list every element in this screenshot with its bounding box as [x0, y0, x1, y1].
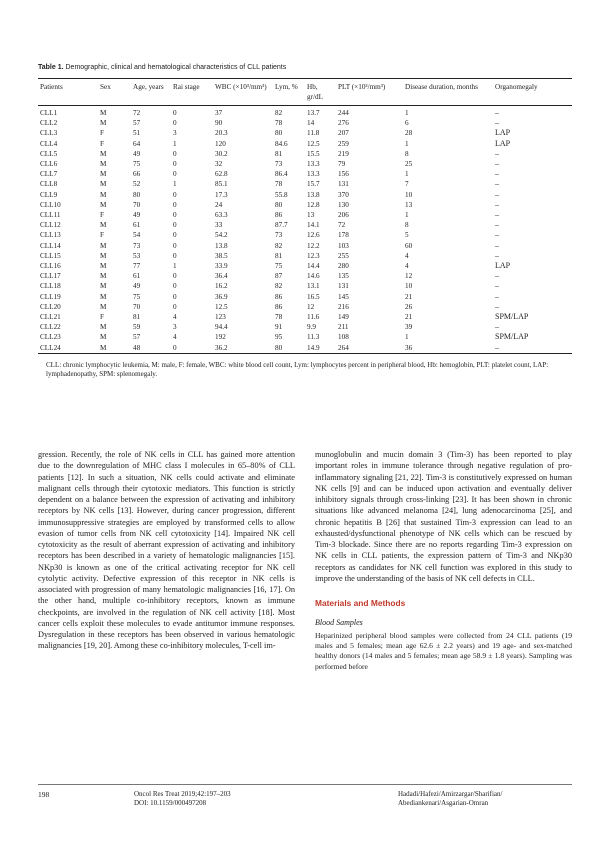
table-cell: CLL12 [40, 221, 61, 230]
table-cell: 12.8 [307, 200, 320, 209]
table-cell: 3 [173, 323, 177, 332]
table-cell: SPM/LAP [495, 332, 529, 342]
right-column [315, 449, 572, 672]
table-cell: CLL24 [40, 343, 61, 352]
table-cell: 59 [133, 323, 141, 332]
table-cell: – [495, 271, 499, 281]
table-row [38, 139, 572, 149]
table-cell: 1 [173, 262, 177, 271]
table-cell: 1 [405, 109, 409, 117]
table-cell: F [100, 129, 104, 138]
table-cell: M [100, 241, 107, 250]
table-cell: 8 [405, 149, 409, 158]
table-cell: 55.8 [275, 190, 288, 199]
table-cell: 75 [133, 160, 141, 169]
table-cell: F [100, 313, 104, 322]
table-cell: 60 [405, 241, 413, 250]
table-cell: 13 [405, 200, 413, 209]
table-cell: 14 [307, 119, 315, 128]
table-row [38, 241, 572, 251]
table-cell: 13.7 [307, 109, 320, 117]
footer-rule [38, 784, 572, 785]
table-cell: 17.3 [215, 190, 228, 199]
table-cell: 54.2 [215, 231, 228, 240]
table-cell: 13.8 [215, 241, 228, 250]
table-cell: CLL11 [40, 211, 61, 220]
table-cell: 12.6 [307, 231, 320, 240]
table-cell: 206 [338, 211, 349, 220]
table-cell: 0 [173, 292, 177, 301]
table-cell: 1 [173, 180, 177, 189]
table-row [38, 332, 572, 342]
table-cell: 82 [275, 241, 283, 250]
table-cell: 25 [405, 160, 413, 169]
table-row [38, 312, 572, 322]
table-cell: 3 [173, 129, 177, 138]
table-cell: 216 [338, 302, 349, 311]
table-cell: 49 [133, 211, 141, 220]
table-header-row [38, 79, 572, 106]
table-cell: 37 [215, 109, 223, 117]
table-cell: 36 [405, 343, 413, 352]
table-cell: 14.6 [307, 272, 320, 281]
table-cell: 36.2 [215, 343, 228, 352]
table-cell: 49 [133, 282, 141, 291]
table-cell: – [495, 179, 499, 189]
table-cell: CLL15 [40, 251, 61, 260]
table-cell: LAP [495, 128, 511, 138]
table-cell: 120 [215, 139, 226, 148]
table-cell: – [495, 250, 499, 260]
table-cell: 81 [275, 251, 283, 260]
table-cell: 70 [133, 302, 141, 311]
table-cell: 72 [133, 109, 141, 117]
column-header: Age, years [133, 83, 164, 91]
table-cell: 11.6 [307, 313, 320, 322]
table-cell: CLL19 [40, 292, 61, 301]
table-cell: 86 [275, 292, 283, 301]
table-row [38, 220, 572, 230]
table-row [38, 128, 572, 138]
table-cell: – [495, 240, 499, 250]
table-cell: 13.3 [307, 170, 320, 179]
table-cell: 80 [275, 200, 283, 209]
intro-paragraph-right: munoglobulin and mucin domain 3 (Tim-3) has been reported to play important roles in immune tolerance through negative regulation of pro-inflammatory signaling [21, 22]. Tim-3 is constitutively expressed on human NK cells [9] and can be induced upon activation and eventually deliver inhibitory signals through cross-linking [23]. It has been shown in chronic situations like advanced melanoma [24], lung adenocarcinoma [25], and chronic hepatitis B [26] that sustained Tim-3 expression can lead to an exhausted/dysfunctional phenotype of NK cells which can be rescued by Tim-3 blockade. Since there are no reports regarding Tim-3 expression on NK cells in CLL patients, the expression pattern of Tim-3 and NKp30 receptors as candidates for NK cell function was explored in this study to improve the understanding of the basis of NK cell defects in CLL. [315, 450, 572, 583]
table-cell: 0 [173, 109, 177, 117]
table-cell: 52 [133, 180, 141, 189]
column-header: Hb, gr/dL [307, 83, 323, 101]
column-header: Organomegaly [495, 83, 538, 91]
table-cell: CLL13 [40, 231, 61, 240]
table-cell: 7 [405, 180, 409, 189]
table-cell: SPM/LAP [495, 312, 529, 322]
table-cell: 38.5 [215, 251, 228, 260]
table-cell: 4 [173, 333, 177, 342]
table-cell: 53 [133, 251, 141, 260]
table-cell: M [100, 119, 107, 128]
table-cell: 1 [405, 139, 409, 148]
table-cell: M [100, 190, 107, 199]
table-cell: 86.4 [275, 170, 288, 179]
table-cell: 0 [173, 251, 177, 260]
table-cell: 14.9 [307, 343, 320, 352]
table-cell: M [100, 323, 107, 332]
table-cell: CLL5 [40, 149, 58, 158]
table-cell: M [100, 221, 107, 230]
table-cell: 28 [405, 129, 413, 138]
table-cell: 80 [275, 343, 283, 352]
table-cell: – [495, 230, 499, 240]
table-cell: 15.5 [307, 149, 320, 158]
table-cell: 82 [275, 282, 283, 291]
table-cell: 0 [173, 211, 177, 220]
table-cell: CLL20 [40, 302, 61, 311]
table-cell: CLL23 [40, 333, 61, 342]
table-row [38, 302, 572, 312]
table-cell: 10 [405, 190, 413, 199]
table-cell: 16.5 [307, 292, 320, 301]
table-cell: 36.4 [215, 272, 228, 281]
methods-paragraph: Heparinized peripheral blood samples were collected from 24 CLL patients (19 males and 5 females; mean age 62.6 ± 2.2 years) and 19 age- and sex-matched healthy donors (14 males and 5 females; mean age 58.9 ± 1.8 years). Sampling was performed before [315, 630, 572, 671]
table-cell: 178 [338, 231, 349, 240]
table-cell: 82 [275, 109, 283, 117]
table-cell: 95 [275, 333, 283, 342]
table-cell: 85.1 [215, 180, 228, 189]
table-cell: 73 [275, 160, 283, 169]
table-cell: 108 [338, 333, 349, 342]
table-cell: 8 [405, 221, 409, 230]
authors-line-1: Hadadi/Hafezi/Amirzargar/Sharifian/ [398, 790, 503, 798]
table-cell: M [100, 302, 107, 311]
table-cell: 57 [133, 333, 141, 342]
table-cell: 70 [133, 200, 141, 209]
column-header: Sex [100, 83, 111, 91]
table-cell: 77 [133, 262, 141, 271]
table-cell: M [100, 343, 107, 352]
table-cell: 6 [405, 119, 409, 128]
table-cell: 0 [173, 231, 177, 240]
table-cell: – [495, 159, 499, 169]
column-header: Rai stage [173, 83, 200, 91]
table-cell: 259 [338, 139, 349, 148]
table-cell: 4 [173, 313, 177, 322]
table-cell: 51 [133, 129, 141, 138]
table-cell: 87 [275, 272, 283, 281]
table-cell: – [495, 118, 499, 128]
table-cell: CLL16 [40, 262, 61, 271]
table-caption [38, 64, 572, 71]
table-cell: 0 [173, 221, 177, 230]
table-cell: 86 [275, 211, 283, 220]
left-column [38, 449, 295, 652]
table-cell: 9.9 [307, 323, 316, 332]
table-cell: CLL6 [40, 160, 58, 169]
table-cell: 26 [405, 302, 413, 311]
table-cell: 1 [405, 333, 409, 342]
table-cell: 20.3 [215, 129, 228, 138]
table-cell: 15.7 [307, 180, 320, 189]
page-footer [38, 784, 572, 807]
table-cell: CLL21 [40, 313, 61, 322]
table-cell: CLL14 [40, 241, 61, 250]
table-cell: 156 [338, 170, 349, 179]
table-row [38, 179, 572, 189]
table-row [38, 159, 572, 169]
table-cell: 81 [275, 149, 283, 158]
table-cell: 24 [215, 200, 223, 209]
table-cell: CLL22 [40, 323, 61, 332]
table-cell: 57 [133, 119, 141, 128]
table-cell: 39 [405, 323, 413, 332]
table-cell: 12.5 [307, 139, 320, 148]
table-cell: 21 [405, 313, 413, 322]
table-cell: 80 [133, 190, 141, 199]
table-cell: CLL7 [40, 170, 58, 179]
table-cell: 32 [215, 160, 223, 169]
table-cell: 123 [215, 313, 226, 322]
table-1 [38, 64, 572, 380]
table-cell: 130 [338, 200, 349, 209]
table-row [38, 169, 572, 179]
table-cell: 0 [173, 170, 177, 179]
table-cell: – [495, 108, 499, 117]
table-row [38, 261, 572, 271]
table-cell: 21 [405, 292, 413, 301]
table-cell: 54 [133, 231, 141, 240]
table-cell: F [100, 139, 104, 148]
table-cell: 13.8 [307, 190, 320, 199]
table-row [38, 251, 572, 261]
table-row [38, 210, 572, 220]
table-cell: M [100, 170, 107, 179]
table-cell: – [495, 291, 499, 301]
table-cell: 219 [338, 149, 349, 158]
table-cell: 30.2 [215, 149, 228, 158]
table-cell: 255 [338, 251, 349, 260]
table-cell: 91 [275, 323, 283, 332]
table-cell: 78 [275, 313, 283, 322]
doi-line: DOI: 10.1159/000497208 [134, 799, 207, 807]
table-cell: CLL3 [40, 129, 58, 138]
section-heading: Materials and Methods [315, 598, 406, 608]
journal-line: Oncol Res Treat 2019;42:197–203 [134, 790, 231, 798]
table-cell: 280 [338, 262, 349, 271]
table-cell: 135 [338, 272, 349, 281]
table-cell: – [495, 210, 499, 220]
table-cell: 192 [215, 333, 226, 342]
table-cell: 64 [133, 139, 141, 148]
page-number: 198 [38, 790, 50, 799]
table-cell: – [495, 169, 499, 179]
table-cell: 12 [405, 272, 413, 281]
table-cell: – [495, 322, 499, 332]
table-cell: 276 [338, 119, 349, 128]
table-cell: 36.9 [215, 292, 228, 301]
table-cell: 63.3 [215, 211, 228, 220]
table-cell: M [100, 200, 107, 209]
table-cell: 75 [133, 292, 141, 301]
table-cell: 0 [173, 241, 177, 250]
table-cell: 1 [405, 211, 409, 220]
table-cell: 0 [173, 302, 177, 311]
column-header: Disease duration, months [405, 83, 478, 91]
table-cell: 66 [133, 170, 141, 179]
table-body [38, 106, 572, 354]
table-cell: 149 [338, 313, 349, 322]
table-cell: 145 [338, 292, 349, 301]
authors-line-2: Abediankenari/Asgarian-Omran [398, 799, 489, 807]
table-caption-text: Demographic, clinical and hematological characteristics of CLL patients [63, 64, 287, 71]
table-cell: 0 [173, 272, 177, 281]
table-cell: 13 [307, 211, 315, 220]
running-authors [398, 790, 502, 808]
table-cell: M [100, 109, 107, 117]
table-cell: 4 [405, 251, 409, 260]
table-cell: CLL1 [40, 109, 58, 117]
table-cell: 16.2 [215, 282, 228, 291]
table-cell: – [495, 199, 499, 209]
table-row [38, 190, 572, 200]
subsection-heading: Blood Samples [315, 618, 363, 628]
table-cell: 10 [405, 282, 413, 291]
table-cell: 62.8 [215, 170, 228, 179]
table-cell: 131 [338, 282, 349, 291]
table-cell: 11.8 [307, 129, 320, 138]
intro-paragraph-left: gression. Recently, the role of NK cells in CLL has gained more attention due to the downregulation of MHC class I molecules in 65–80% of CLL patients [12]. In such a situation, NK cells could activate and eliminate malignant cells through their cytotoxic mediators. This function is strictly dependent on a balance between the expression of activating and inhibitory receptors by NK cells [13]. However, during cancer progression, different immunosuppressive strategies are employed by transformed cells to allow evasion of tumor cells from NK cell cytotoxicity [14]. Impaired NK cell cytotoxicity as the result of aberrant expression of activating and inhibitory receptors has been described in a variety of hematologic malignancies [15]. NKp30 is known as one of the critical activating receptor for NK cell cytolytic activity. Defective expression of this receptor in NK cells is associated with progression of many hematologic malignancies [16, 17]. On the other hand, multiple co-inhibitory receptors, known as immune checkpoints, are involved in the regulation of NK cell activity [18]. Most cancer cells exploit these molecules to evade antitumor immune responses. Dysregulation in these receptors has been observed in various hematologic malignancies [19, 20]. Among these co-inhibitory molecules, T-cell im- [38, 450, 295, 651]
table-cell: 12.5 [215, 302, 228, 311]
table-cell: M [100, 251, 107, 260]
table-cell: M [100, 282, 107, 291]
table-row [38, 230, 572, 240]
table-cell: 370 [338, 190, 349, 199]
table-footnote: CLL: chronic lymphocytic leukemia, M: male, F: female, WBC: white blood cell count, Lym: lymphocytes percent in peripheral blood, Hb: hemoglobin, PLT: platelet count, LAP: lymphadenopathy, SPM: splenomegaly. [46, 360, 549, 379]
journal-citation [134, 790, 231, 808]
table-cell: 11.3 [307, 333, 320, 342]
table-cell: CLL17 [40, 272, 61, 281]
table-cell: – [495, 281, 499, 291]
table-cell: 90 [215, 119, 223, 128]
table-row [38, 281, 572, 291]
table-cell: 207 [338, 129, 349, 138]
table-row [38, 343, 572, 354]
table-cell: 13.3 [307, 160, 320, 169]
table-cell: 72 [338, 221, 346, 230]
column-header: WBC (×10³/mm³) [215, 83, 267, 91]
table-cell: 0 [173, 282, 177, 291]
table-cell: M [100, 333, 107, 342]
table-cell: 61 [133, 272, 141, 281]
table-cell: CLL8 [40, 180, 58, 189]
table-row [38, 149, 572, 159]
table-cell: 0 [173, 200, 177, 209]
table-cell: 75 [275, 262, 283, 271]
table-cell: M [100, 149, 107, 158]
table-cell: M [100, 160, 107, 169]
table-cell: 73 [275, 231, 283, 240]
table-cell: – [495, 220, 499, 230]
table-cell: 14.1 [307, 221, 320, 230]
table-cell: 87.7 [275, 221, 288, 230]
column-header: Lym, % [275, 83, 298, 91]
table-cell: CLL9 [40, 190, 58, 199]
table-cell: LAP [495, 138, 511, 148]
table-cell: 131 [338, 180, 349, 189]
table-cell: 86 [275, 302, 283, 311]
table-row [38, 106, 572, 119]
table-cell: 264 [338, 343, 349, 352]
table-cell: 78 [275, 119, 283, 128]
table-cell: 0 [173, 119, 177, 128]
table-cell: 48 [133, 343, 141, 352]
table-cell: M [100, 272, 107, 281]
table-cell: 78 [275, 180, 283, 189]
table-cell: 73 [133, 241, 141, 250]
table-cell: 0 [173, 160, 177, 169]
table-cell: – [495, 342, 499, 352]
table-cell: – [495, 189, 499, 199]
table-cell: 244 [338, 109, 349, 117]
table-cell: F [100, 231, 104, 240]
table-cell: CLL4 [40, 139, 58, 148]
table-cell: LAP [495, 261, 511, 271]
table-cell: M [100, 292, 107, 301]
table-cell: 0 [173, 190, 177, 199]
table-cell: 94.4 [215, 323, 228, 332]
table-row [38, 118, 572, 128]
table-row [38, 200, 572, 210]
table-cell: 5 [405, 231, 409, 240]
table-cell: 12.2 [307, 241, 320, 250]
table-cell: M [100, 180, 107, 189]
table-row [38, 271, 572, 281]
table-cell: 13.1 [307, 282, 320, 291]
table-cell: 61 [133, 221, 141, 230]
table-cell: 12 [307, 302, 315, 311]
table-cell: CLL10 [40, 200, 61, 209]
characteristics-table [38, 78, 572, 354]
table-cell: 33.9 [215, 262, 228, 271]
table-cell: 0 [173, 149, 177, 158]
table-cell: 33 [215, 221, 223, 230]
table-cell: 84.6 [275, 139, 288, 148]
table-cell: 103 [338, 241, 349, 250]
table-row [38, 322, 572, 332]
column-header: PLT (×10³/mm³) [338, 83, 386, 91]
table-cell: – [495, 301, 499, 311]
table-cell: 79 [338, 160, 346, 169]
table-cell: – [495, 148, 499, 158]
table-cell: F [100, 211, 104, 220]
column-header: Patients [40, 83, 63, 91]
table-cell: M [100, 262, 107, 271]
table-cell: 49 [133, 149, 141, 158]
table-cell: 211 [338, 323, 349, 332]
table-cell: 1 [173, 139, 177, 148]
table-cell: CLL18 [40, 282, 61, 291]
table-cell: CLL2 [40, 119, 58, 128]
table-cell: 12.3 [307, 251, 320, 260]
table-cell: 1 [405, 170, 409, 179]
table-caption-label: Table 1. [38, 64, 64, 71]
table-row [38, 292, 572, 302]
table-cell: 81 [133, 313, 141, 322]
table-cell: 0 [173, 343, 177, 352]
table-cell: 80 [275, 129, 283, 138]
table-cell: 14.4 [307, 262, 320, 271]
table-cell: 4 [405, 262, 409, 271]
